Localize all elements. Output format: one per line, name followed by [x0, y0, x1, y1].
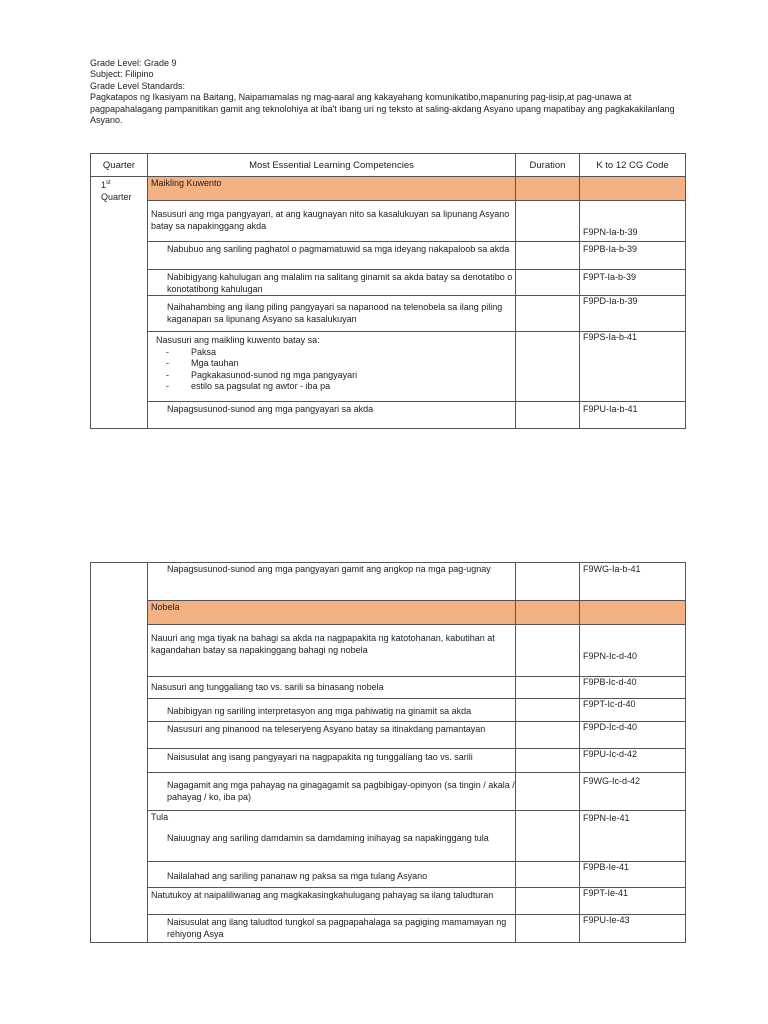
table-row	[91, 332, 686, 402]
competency-text: Natutukoy at naipaliliwanag ang magkakasingkahulugang pahayag sa ilang taludturan	[148, 888, 516, 915]
competency-text: Nasusuri ang mga pangyayari, at ang kaugnayan nito sa kasalukuyan sa lipunang Asyano batay sa napakinggang akda	[148, 201, 516, 242]
code-text: F9PB-Ie-41	[580, 862, 686, 888]
code-text: F9PD-Ic-d-40	[580, 722, 686, 749]
table-row	[91, 242, 686, 270]
table-row	[91, 677, 686, 699]
list-item: - Mga tauhan	[156, 358, 515, 370]
duration-cell	[516, 563, 580, 601]
competency-text: Nagagamit ang mga pahayag na ginagagamit sa pagbibigay-opinyon (sa tingin / akala / pahayag / ko, iba pa)	[148, 773, 516, 811]
duration-cell	[516, 699, 580, 722]
competency-text: Naisusulat ang isang pangyayari na nagpapakita ng tunggaliang tao vs. sarili	[148, 749, 516, 773]
code-text: F9PT-Ie-41	[580, 888, 686, 915]
col-code: K to 12 CG Code	[580, 154, 686, 177]
duration-cell	[516, 601, 580, 625]
duration-cell	[516, 773, 580, 811]
quarter-cell: 1st Quarter	[91, 177, 148, 429]
code-text: F9PT-Ic-d-40	[580, 699, 686, 722]
document-header	[90, 58, 690, 126]
standards-label: Grade Level Standards:	[90, 80, 186, 91]
list-item: - estilo sa pagsulat ng awtor - iba pa	[156, 381, 515, 393]
subject: Subject: Filipino	[90, 69, 154, 80]
code-text: F9PU-Ie-43	[580, 915, 686, 943]
code-text: F9PN-Ic-d-40	[580, 625, 686, 677]
competencies-table-2	[90, 562, 686, 943]
code-text: F9PT-Ia-b-39	[580, 270, 686, 296]
duration-cell	[516, 242, 580, 270]
table-row	[91, 625, 686, 677]
table-row	[91, 811, 686, 862]
section-row	[91, 177, 686, 201]
competency-text: Nabubuo ang sariling paghatol o pagmamatuwid sa mga ideyang nakapaloob sa akda	[148, 242, 516, 270]
competency-text: Nasusuri ang pinanood na teleseryeng Asyano batay sa itinakdang pamantayan	[148, 722, 516, 749]
standards-text: Pagkatapos ng Ikasiyam na Baitang, Naipamamalas ng mag-aaral ang kakayahang komunikatibo,mapanuring pag-iisip,at pag-unawa at pagpapahalagang pampanitikan gamit ang teknolohiya at iba't ibang uri ng teksto at saling-akdang Asyano upang mapatibay ang pagkakakilanlang Asyano.	[90, 92, 675, 126]
duration-cell	[516, 749, 580, 773]
table-row	[91, 296, 686, 332]
duration-cell	[516, 862, 580, 888]
quarter-cell	[91, 862, 148, 888]
table-row	[91, 722, 686, 749]
competency-text: Nabibigyang kahulugan ang malalim na salitang ginamit sa akda batay sa denotatibo o konotatibong kahulugan	[148, 270, 516, 296]
table-row	[91, 749, 686, 773]
table-row	[91, 915, 686, 943]
criteria-list	[156, 347, 515, 393]
duration-cell	[516, 811, 580, 862]
code-cell	[580, 601, 686, 625]
quarter-cell	[91, 563, 148, 862]
table-row	[91, 402, 686, 429]
table-row	[91, 699, 686, 722]
competency-text: Nailalahad ang sariling pananaw ng paksa sa mga tulang Asyano	[148, 862, 516, 888]
table-row	[91, 270, 686, 296]
duration-cell	[516, 201, 580, 242]
competency-text: Nauuri ang mga tiyak na bahagi sa akda na nagpapakita ng katotohanan, kabutihan at kagandahan batay sa napakinggang bahagi ng nobela	[148, 625, 516, 677]
competency-text: Naihahambing ang ilang piling pangyayari sa napanood na telenobela sa ilang piling kaganapan sa lipunang Asyano sa kasalukuyan	[148, 296, 516, 332]
code-text: F9PS-Ia-b-41	[580, 332, 686, 402]
table-row	[91, 201, 686, 242]
col-quarter: Quarter	[91, 154, 148, 177]
duration-cell	[516, 177, 580, 201]
competencies-table-1	[90, 153, 686, 429]
quarter-cell	[91, 888, 148, 915]
code-text: F9PN-Ie-41	[580, 811, 686, 862]
duration-cell	[516, 402, 580, 429]
competency-text: Naisusulat ang ilang taludtod tungkol sa pagpapahalaga sa pagiging mamamayan ng rehiyong Asya	[148, 915, 516, 943]
duration-cell	[516, 625, 580, 677]
competency-text: Napagsusunod-sunod ang mga pangyayari gamit ang angkop na mga pag-ugnay	[148, 563, 516, 601]
col-competencies: Most Essential Learning Competencies	[148, 154, 516, 177]
list-item: - Paksa	[156, 347, 515, 359]
competency-text: Napagsusunod-sunod ang mga pangyayari sa akda	[148, 402, 516, 429]
code-text: F9PN-Ia-b-39	[580, 201, 686, 242]
competency-text: Nabibigyan ng sariling interpretasyon ang mga pahiwatig na ginamit sa akda	[148, 699, 516, 722]
duration-cell	[516, 270, 580, 296]
competency-list-cell	[148, 332, 516, 402]
quarter-cell	[91, 915, 148, 943]
table-row	[91, 773, 686, 811]
table-row	[91, 888, 686, 915]
code-text: F9PU-Ic-d-42	[580, 749, 686, 773]
tula-first-cell	[148, 811, 516, 862]
code-text: F9PB-Ia-b-39	[580, 242, 686, 270]
duration-cell	[516, 888, 580, 915]
code-cell	[580, 177, 686, 201]
code-text: F9PB-Ic-d-40	[580, 677, 686, 699]
duration-cell	[516, 677, 580, 699]
table-row	[91, 563, 686, 601]
section-nobela: Nobela	[148, 601, 516, 625]
code-text: F9WG-Ia-b-41	[580, 563, 686, 601]
col-duration: Duration	[516, 154, 580, 177]
code-text: F9PU-Ia-b-41	[580, 402, 686, 429]
competency-text: Nasusuri ang maikling kuwento batay sa:	[156, 335, 320, 345]
table-row	[91, 862, 686, 888]
competency-text: Naiuugnay ang sariling damdamin sa damdaming inihayag sa napakinggang tula	[167, 832, 489, 843]
grade-level: Grade Level: Grade 9	[90, 58, 177, 68]
duration-cell	[516, 296, 580, 332]
code-text: F9WG-Ic-d-42	[580, 773, 686, 811]
competency-text: Nasusuri ang tunggaliang tao vs. sarili sa binasang nobela	[148, 677, 516, 699]
code-text: F9PD-Ia-b-39	[580, 296, 686, 332]
table-header-row	[91, 154, 686, 177]
section-tula: Tula	[151, 812, 169, 822]
section-maikling-kuwento: Maikling Kuwento	[148, 177, 516, 201]
duration-cell	[516, 722, 580, 749]
section-row	[91, 601, 686, 625]
list-item: - Pagkakasunod-sunod ng mga pangyayari	[156, 370, 515, 382]
duration-cell	[516, 915, 580, 943]
duration-cell	[516, 332, 580, 402]
